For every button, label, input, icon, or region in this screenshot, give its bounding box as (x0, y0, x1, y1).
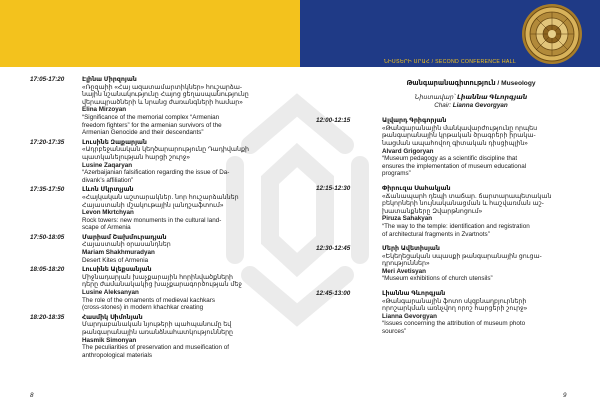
chair-label-hy: Նիստավար՝ (414, 94, 456, 101)
talk-title-hy: «Թանգարանային ֆոտո սկզբնաղբյուրների (382, 297, 527, 305)
speaker-name-hy: Լուսինե Ալեքսանյան (82, 266, 152, 274)
talk-title-en: ensures the implementation of museum educational (382, 162, 527, 170)
entry-time: 18:05-18:20 (30, 266, 65, 274)
talk-title-hy: «Ռըզաիի «Հայ ազատամարտիկներ» հուշարձա- (82, 83, 242, 91)
entry-body (82, 139, 290, 185)
talk-title-en: “Significance of the memorial complex “Armenian (82, 113, 220, 121)
talk-title-en: programs” (382, 170, 411, 178)
talk-title-en: Desert Kites of Armenia (82, 256, 149, 264)
talk-title-en: scape of Armenia (82, 224, 131, 232)
talk-title-hy: որոշարկման առնչվող որոշ հարցերի շուրջ» (382, 305, 528, 313)
entry-time: 12:00-12:15 (316, 117, 351, 125)
chair-english (316, 102, 586, 110)
entry-body (382, 245, 586, 283)
program-entry (316, 290, 586, 336)
chair-block (316, 94, 586, 109)
program-entry (30, 234, 290, 264)
talk-title-en: “Issues concerning the attribution of museum photo (382, 320, 526, 328)
speaker-name-hy: Մերի Ավետիսյան (382, 245, 440, 253)
chair-name-hy: Լիաննա Գևորգյան (457, 94, 528, 101)
speaker-name-hy: Լիաննա Գևորգյան (382, 290, 446, 298)
program-entry (30, 76, 290, 137)
talk-title-hy: վերապրածների և նրանց ժառանգների համար» (82, 98, 243, 106)
chair-label-en: Chair: (434, 101, 452, 109)
talk-title-en: sources” (382, 328, 407, 336)
speaker-name-en: Mariam Shakhmuradyan (82, 249, 155, 257)
talk-title-hy: «Ճանապարհ դեպի տաճար. ճարտարապետական (382, 192, 552, 200)
talk-title-en: “Museum pedagogy as a scientific discipline that (382, 155, 518, 163)
talk-title-en: anthropological materials (82, 351, 153, 359)
speaker-name-en: Lusine Zaqaryan (82, 161, 133, 169)
left-program-column (30, 76, 290, 361)
talk-title-hy: խատանքները Զվարթնոցում» (382, 207, 483, 215)
talk-title-en: “Azerbaijanian falsification regarding the issue of Da- (82, 169, 230, 177)
entry-time: 17:50-18:05 (30, 233, 65, 241)
right-entries (316, 117, 586, 335)
entry-body (382, 185, 586, 238)
entry-time: 17:05-17:20 (30, 76, 65, 83)
speaker-name-hy: Մարիամ Շախմուրադյան (82, 233, 167, 241)
talk-title-hy: Հայաստանի օրասանդներ (82, 241, 171, 249)
talk-title-en: The peculiarities of preservation and museification of (82, 344, 230, 352)
entry-body (82, 314, 290, 360)
talk-title-hy: «Հայկական աշտարակներ. նոր հուշարձաններ (82, 193, 239, 201)
program-entry (316, 185, 586, 238)
entry-body (82, 234, 290, 264)
program-entry (30, 266, 290, 312)
entry-body (82, 266, 290, 312)
speaker-name-hy: Լևոն Մկրտչյան (82, 186, 134, 194)
entry-time: 12:15-12:30 (316, 184, 351, 192)
talk-title-en: “Museum exhibitions of church utensils” (382, 275, 493, 283)
talk-title-hy: «Թանգարանային մանկավարժությունը որպես (382, 124, 538, 132)
talk-title-en: “The way to the temple: identification and registration (382, 222, 530, 230)
entry-time: 17:35-17:50 (30, 186, 65, 194)
chair-armenian (316, 94, 586, 102)
program-entry (30, 139, 290, 185)
talk-title-en: Rock towers: new monuments in the cultural land- (82, 216, 222, 224)
right-program-column (316, 80, 586, 343)
section-title: Թանգարանագիտություն / Museology (406, 80, 536, 87)
talk-title-hy: «Եկեղեցական սպասքի թանգարանային ցուցա- (382, 252, 542, 260)
speaker-name-en: Lusine Aleksanyan (82, 289, 139, 297)
program-entry (316, 117, 586, 178)
talk-title-hy: նային նշանակությունը Հայոց ցեղասպանությունը (82, 91, 249, 99)
talk-title-en: freedom fighters” for the armenian survivors of the (82, 121, 222, 129)
entry-time: 12:30-12:45 (316, 245, 351, 253)
talk-title-hy: դերը ժամանակակից խաչքարագործության մեջ (82, 281, 242, 289)
entry-body (82, 76, 290, 137)
talk-title-en: (cross-stones) in modern khachkar creating (82, 304, 204, 312)
medallion-emblem-icon (521, 3, 583, 65)
speaker-name-hy: Ալվարդ Գրիգորյան (382, 117, 447, 125)
speaker-name-en: Lianna Gevorgyan (382, 312, 437, 320)
talk-title-en: Armenian Genocide and their descendants” (82, 129, 204, 137)
entry-body (382, 117, 586, 178)
entry-time: 18:20-18:35 (30, 313, 65, 321)
talk-title-en: of architectural fragments in Zvartnots” (382, 230, 490, 238)
talk-title-hy: Միջնադարյան խաչքարային հորինվածքների (82, 273, 234, 281)
talk-title-hy: «Ադրբեջանական կեղծարարությունը Դադիվանքի (82, 146, 249, 154)
speaker-name-hy: Հասմիկ Սիմոնյան (82, 313, 143, 321)
speaker-name-en: Elina Mirzoyan (82, 106, 127, 114)
chair-name-en: Lianna Gevorgyan (452, 101, 508, 109)
entry-time: 17:20-17:35 (30, 138, 65, 146)
talk-title-en: divank’s affiliation” (82, 176, 134, 184)
talk-title-hy: պատկանելության հարցի շուրջ» (82, 153, 190, 161)
page-number-right: 9 (563, 392, 567, 399)
speaker-name-en: Levon Mkrtchyan (82, 209, 134, 217)
speaker-name-en: Alvard Grigoryan (382, 147, 434, 155)
speaker-name-hy: Լուսինե Զաքարյան (82, 138, 147, 146)
hall-subtitle: ՆԻՍՏԵՐԻ ՍՐԱՀ / SECOND CONFERENCE HALL (300, 57, 600, 67)
program-entry (30, 314, 290, 360)
speaker-name-en: Meri Avetisyan (382, 267, 426, 275)
speaker-name-hy: Էլինա Միրզոյան (82, 76, 137, 83)
talk-title-hy: Մարդաբանական նյութերի պահպանումը եվ (82, 321, 232, 329)
talk-title-hy: Հայաստանի մշակութային լանդշաֆտում» (82, 201, 224, 209)
page-number-left: 8 (30, 392, 34, 399)
program-entry (30, 186, 290, 232)
talk-title-hy: թանգարանային կրթական ծրագրերի իրակա- (382, 132, 536, 140)
entry-body (382, 290, 586, 336)
program-entry (316, 245, 586, 283)
header-band-yellow (0, 0, 300, 57)
speaker-name-en: Piruza Sahakyan (382, 215, 433, 223)
entry-time: 12:45-13:00 (316, 290, 351, 298)
entry-body (82, 186, 290, 232)
talk-title-hy: նացման ապահովող գիտական դիսցիպլին» (382, 139, 528, 147)
talk-title-hy: դրություններ» (382, 260, 430, 268)
talk-title-hy: թանգարանային առանձնահատկությունները (82, 329, 234, 336)
speaker-name-hy: Փիրուզա Սահակյան (382, 184, 451, 192)
talk-title-hy: բեկորների նույնականացման և հաշվառման աշ- (382, 200, 544, 208)
speaker-name-en: Hasmik Simonyan (82, 336, 137, 344)
header-strip-yellow (0, 57, 300, 67)
talk-title-en: The role of the ornaments of medieval kachkars (82, 296, 216, 304)
